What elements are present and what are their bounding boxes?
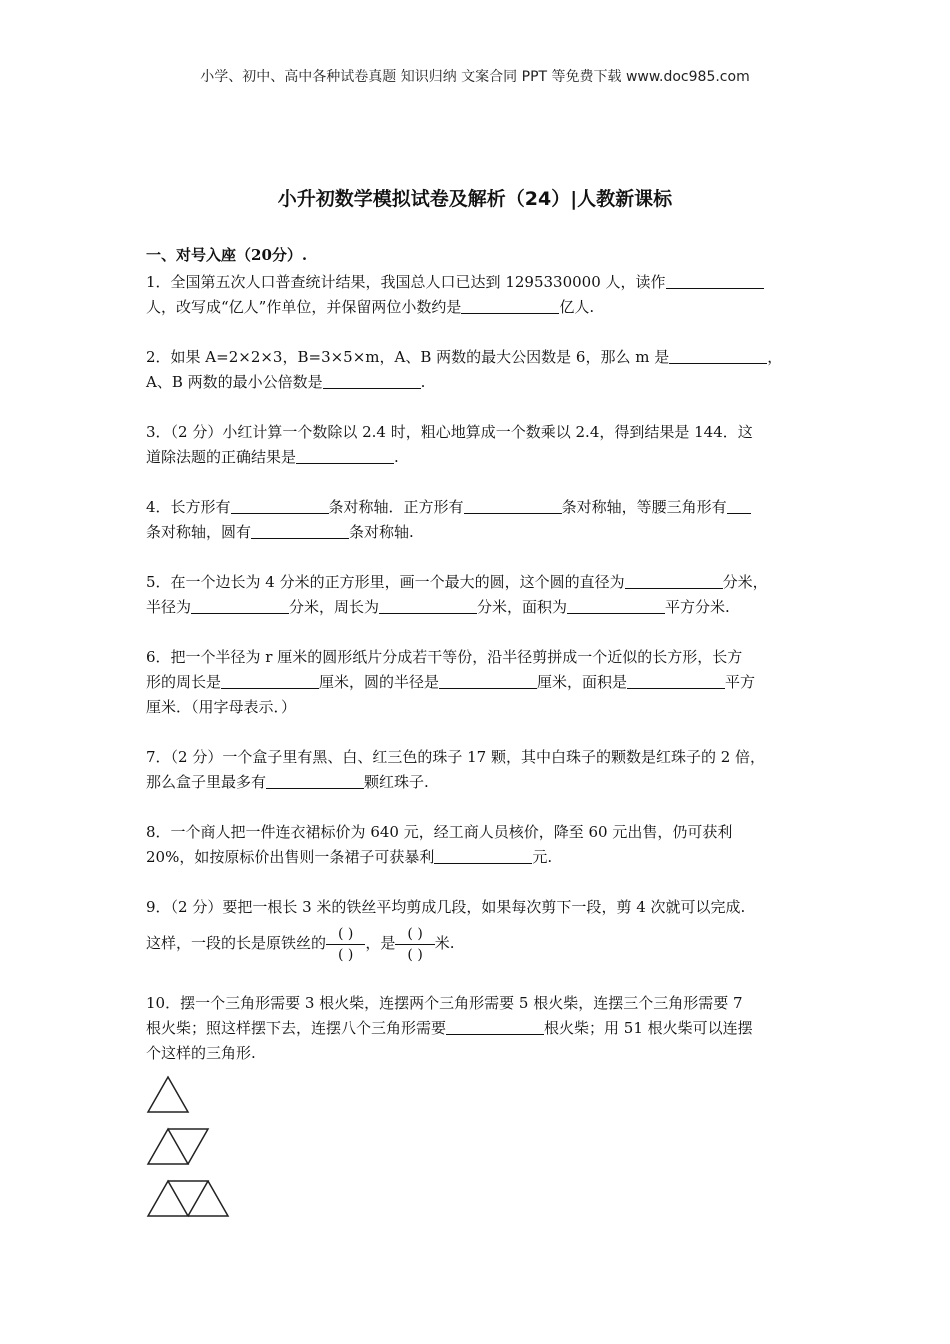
answer-blank[interactable]	[221, 670, 319, 689]
exam-content	[146, 244, 816, 1230]
answer-blank[interactable]	[446, 1016, 544, 1035]
answer-blank[interactable]	[461, 295, 559, 314]
answer-blank[interactable]	[727, 495, 751, 514]
question-8: 8．一个商人把一件连衣裙标价为 640 元，经工商人员核价，降至 60 元出售，仍可获利 20%，如按原标价出售则一条裙子可获暴利 元.	[146, 823, 733, 866]
question-6: 6．把一个半径为 r 厘米的圆形纸片分成若干等份，沿半径剪拼成一个近似的长方形，长方 形的周长是 厘米，圆的半径是 厘米，面积是 平方 厘米．（用字母表示．）	[146, 648, 756, 716]
matchstick-figures	[146, 1074, 816, 1218]
answer-blank[interactable]	[464, 495, 562, 514]
section-heading: 一、对号入座（20分）.	[146, 246, 308, 264]
answer-blank[interactable]	[231, 495, 329, 514]
answer-blank[interactable]	[191, 595, 289, 614]
question-9: 9．（2 分）要把一根长 3 米的铁丝平均剪成几段，如果每次剪下一段，剪 4 次就可以完成. 这样，一段的长是原铁丝的 $\frac{( )}{( )}$ ，是 $\frac{( )}{( )}$ 米.	[146, 898, 746, 963]
fraction-blank[interactable]: $\frac{( )}{( )}$	[326, 924, 365, 965]
answer-blank[interactable]	[323, 370, 421, 389]
answer-blank[interactable]	[567, 595, 665, 614]
question-7: 7．（2 分）一个盒子里有黑、白、红三色的珠子 17 颗，其中白珠子的颗数是红珠子的 2 倍， 那么盒子里最多有 颗红珠子.	[146, 748, 766, 791]
page-title: 小升初数学模拟试卷及解析（24）|人教新课标	[277, 188, 673, 210]
triangle-figure-2	[146, 1126, 214, 1166]
answer-blank[interactable]	[439, 670, 537, 689]
answer-blank[interactable]	[434, 845, 532, 864]
answer-blank[interactable]	[379, 595, 477, 614]
answer-blank[interactable]	[666, 270, 764, 289]
fraction-blank[interactable]: $\frac{( )}{( )}$	[395, 924, 434, 965]
question-10: 10．摆一个三角形需要 3 根火柴，连摆两个三角形需要 5 根火柴，连摆三个三角形需要 7 根火柴；照这样摆下去，连摆八个三角形需要 根火柴；用 51 根火柴可以连摆 个这样的三角形.	[146, 994, 753, 1062]
answer-blank[interactable]	[251, 520, 349, 539]
triangle-figure-1	[146, 1074, 190, 1114]
question-2: 2．如果 A=2×2×3，B=3×5×m，A、B 两数的最大公因数是 6，那么 m 是 ， A、B 两数的最小公倍数是 .	[146, 345, 816, 395]
question-5: 5．在一个边长为 4 分米的正方形里，画一个最大的圆，这个圆的直径为 分米， 半径为 分米，周长为 分米，面积为 平方分米.	[146, 570, 816, 620]
question-3: 3．（2 分）小红计算一个数除以 2.4 时，粗心地算成一个数乘以 2.4，得到结果是 144．这 道除法题的正确结果是 .	[146, 423, 753, 466]
question-4: 4．长方形有 条对称轴．正方形有 条对称轴，等腰三角形有 条对称轴，圆有 条对称轴.	[146, 495, 816, 545]
triangle-figure-3	[146, 1178, 238, 1218]
answer-blank[interactable]	[669, 345, 767, 364]
answer-blank[interactable]	[266, 770, 364, 789]
page-header: 小学、初中、高中各种试卷真题 知识归纳 文案合同 PPT 等免费下载 www.doc985.com	[200, 69, 750, 85]
question-1: 1．全国第五次人口普查统计结果，我国总人口已达到 1295330000 人，读作 人，改写成“亿人”作单位，并保留两位小数约是 亿人.	[146, 270, 816, 320]
answer-blank[interactable]	[627, 670, 725, 689]
answer-blank[interactable]	[625, 570, 723, 589]
answer-blank[interactable]	[296, 445, 394, 464]
